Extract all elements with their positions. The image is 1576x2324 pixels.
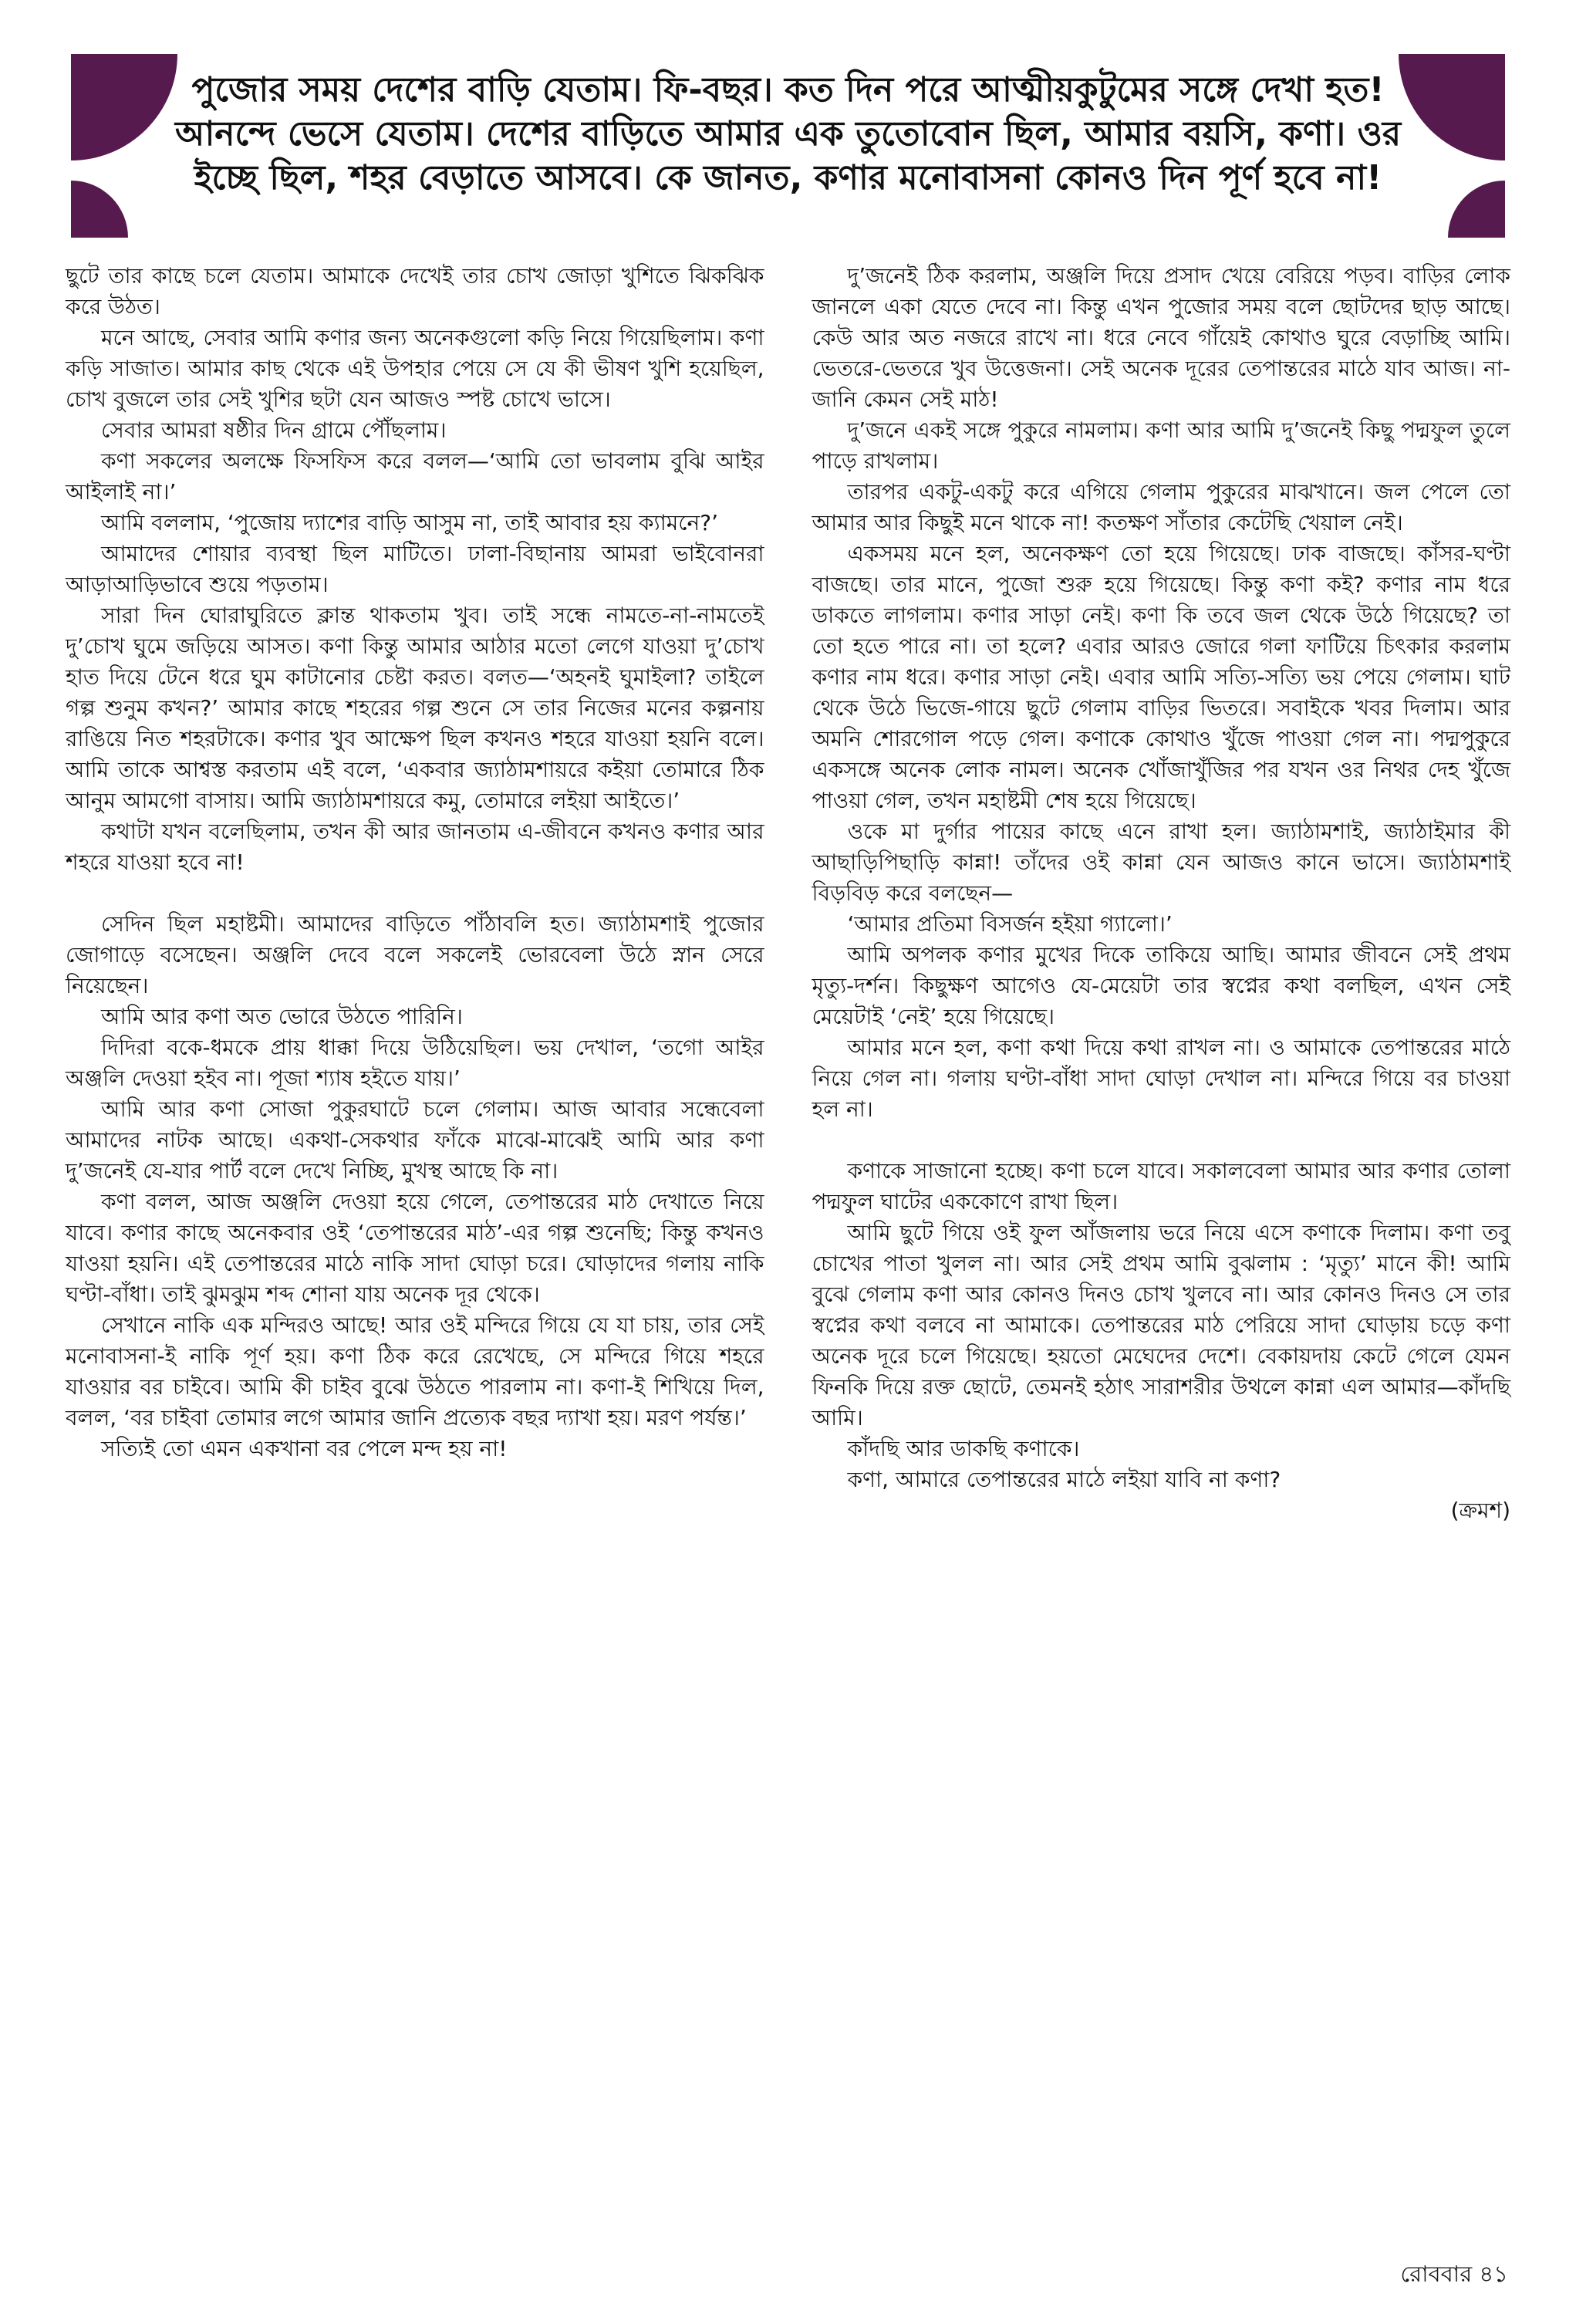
paragraph: কণা, আমারে তেপান্তরের মাঠে লইয়া যাবি না কণা?	[847, 1467, 1281, 1492]
paragraph: আমি আর কণা সোজা পুকুরঘাটে চলে গেলাম। আজ আবার সন্ধেবেলা আমাদের নাটক আছে। একথা-সেকথার ফাঁকে মাঝে-মাঝেই আমি আর কণা দু’জনেই যে-যার পার্ট বলে দেখে নিচ্ছি, মুখস্থ আছে কি না।	[66, 1096, 764, 1184]
paragraph: কণা বলল, আজ অঞ্জলি দেওয়া হয়ে গেলে, তেপান্তরের মাঠ দেখাতে নিয়ে যাবে। কণার কাছে অনেকবার ওই ‘তেপান্তরের মাঠ’-এর গল্প শুনেছি; কিন্তু কখনও যাওয়া হয়নি। এই তেপান্তরের মাঠে নাকি সাদা ঘোড়া চরে। ঘোড়াদের গলায় নাকি ঘণ্টা-বাঁধা। তাই ঝুমঝুম শব্দ শোনা যায় অনেক দূর থেকে।	[66, 1189, 764, 1307]
paragraph: আমি অপলক কণার মুখের দিকে তাকিয়ে আছি। আমার জীবনে সেই প্রথম মৃত্যু-দর্শন। কিছুক্ষণ আগেও যে-মেয়েটা তার স্বপ্নের কথা বলছিল, এখন সেই মেয়েটাই ‘নেই’ হয়ে গিয়েছে।	[812, 942, 1510, 1029]
paragraph: আমি ছুটে গিয়ে ওই ফুল আঁজলায় ভরে নিয়ে এসে কণাকে দিলাম। কণা তবু চোখের পাতা খুলল না। আর সেই প্রথম আমি বুঝলাম : ‘মৃত্যু’ মানে কী! আমি বুঝে গেলাম কণা আর কোনও দিনও চোখ খুলবে না। আর কোনও দিনও সে তার স্বপ্নের কথা বলবে না আমাকে। তেপান্তরের মাঠ পেরিয়ে সাদা ঘোড়ায় চড়ে কণা অনেক দূরে চলে গিয়েছে। হয়তো মেঘেদের দেশে। বেকায়দায় কেটে গেলে যেমন ফিনকি দিয়ে রক্ত ছোটে, তেমনই হঠাৎ সারাশরীর উথলে কান্না এল আমার—কাঁদছি আমি।	[812, 1220, 1510, 1431]
paragraph: আমি আর কণা অত ভোরে উঠতে পারিনি।	[101, 1004, 463, 1029]
paragraph: কণা সকলের অলক্ষে ফিসফিস করে বলল—‘আমি তো ভাবলাম বুঝি আইর আইলাই না।’	[66, 448, 764, 505]
paragraph: মনে আছে, সেবার আমি কণার জন্য অনেকগুলো কড়ি নিয়ে গিয়েছিলাম। কণা কড়ি সাজাত। আমার কাছ থেকে এই উপহার পেয়ে সে যে কী ভীষণ খুশি হয়েছিল, চোখ বুজলে তার সেই খুশির ছটা যেন আজও স্পষ্ট চোখে ভাসে।	[66, 325, 764, 412]
corner-bracket-top-left-icon	[71, 54, 177, 160]
paragraph: কণাকে সাজানো হচ্ছে। কণা চলে যাবে। সকালবেলা আমার আর কণার তোলা পদ্মফুল ঘাটের এককোণে রাখা ছিল।	[812, 1158, 1510, 1214]
paragraph: দু’জনে একই সঙ্গে পুকুরে নামলাম। কণা আর আমি দু’জনেই কিছু পদ্মফুল তুলে পাড়ে রাখলাম।	[812, 417, 1510, 474]
paragraph: আমি বললাম, ‘পুজোয় দ্যাশের বাড়ি আসুম না, তাই আবার হয় ক্যামনে?’	[101, 510, 718, 535]
paragraph: ওকে মা দুর্গার পায়ের কাছে এনে রাখা হল। জ্যাঠামশাই, জ্যাঠাইমার কী আছাড়িপিছাড়ি কান্না! তাঁদের ওই কান্না যেন আজও কানে ভাসে। জ্যাঠামশাই বিড়বিড় করে বলছেন—	[812, 819, 1510, 906]
paragraph: দিদিরা বকে-ধমকে প্রায় ধাক্কা দিয়ে উঠিয়েছিল। ভয় দেখাল, ‘তগো আইর অঞ্জলি দেওয়া হইব না। পূজা শ্যাষ হইতে যায়।’	[66, 1035, 764, 1091]
paragraph: ছুটে তার কাছে চলে যেতাম। আমাকে দেখেই তার চোখ জোড়া খুশিতে ঝিকঝিক করে উঠত।	[66, 263, 764, 319]
paragraph: দু’জনেই ঠিক করলাম, অঞ্জলি দিয়ে প্রসাদ খেয়ে বেরিয়ে পড়ব। বাড়ির লোক জানলে একা যেতে দেবে না। কিন্তু এখন পুজোর সময় বলে ছোটদের ছাড় আছে। কেউ আর অত নজরে রাখে না। ধরে নেবে গাঁয়েই কোথাও ঘুরে বেড়াচ্ছি আমি। ভেতরে-ভেতরে খুব উত্তেজনা। সেই অনেক দূরের তেপান্তরের মাঠে যাব আজ। না-জানি কেমন সেই মাঠ!	[812, 263, 1510, 412]
paragraph: (ক্রমশ)	[1450, 1498, 1510, 1523]
paragraph: আমাদের শোয়ার ব্যবস্থা ছিল মাটিতে। ঢালা-বিছানায় আমরা ভাইবোনরা আড়াআড়িভাবে শুয়ে পড়তাম।	[66, 541, 764, 597]
paragraph: তারপর একটু-একটু করে এগিয়ে গেলাম পুকুরের মাঝখানে। জল পেলে তো আমার আর কিছুই মনে থাকে না! কতক্ষণ সাঁতার কেটেছি খেয়াল নেই।	[812, 479, 1510, 535]
paragraph: কাঁদছি আর ডাকছি কণাকে।	[847, 1436, 1080, 1461]
right-column	[812, 261, 1511, 1526]
paragraph: আমার মনে হল, কণা কথা দিয়ে কথা রাখল না। ও আমাকে তেপান্তরের মাঠে নিয়ে গেল না। গলায় ঘণ্টা-বাঁধা সাদা ঘোড়া দেখাল না। মন্দিরে গিয়ে বর চাওয়া হল না।	[812, 1035, 1510, 1122]
paragraph: সেখানে নাকি এক মন্দিরও আছে! আর ওই মন্দিরে গিয়ে যে যা চায়, তার সেই মনোবাসনা-ই নাকি পূর্ণ হয়। কণা ঠিক করে রেখেছে, সে মন্দিরে গিয়ে শহরে যাওয়ার বর চাইবে। আমি কী চাইব বুঝে উঠতে পারলাম না। কণা-ই শিখিয়ে দিল, বলল, ‘বর চাইবা তোমার লগে আমার জানি প্রত্যেক বছর দ্যাখা হয়। মরণ পর্যন্ত।’	[66, 1312, 764, 1431]
page-footer: রোববার ৪১	[1400, 2261, 1508, 2287]
paragraph: সেদিন ছিল মহাষ্টমী। আমাদের বাড়িতে পাঁঠাবলি হত। জ্যাঠামশাই পুজোর জোগাড়ে বসেছেন। অঞ্জলি দেবে বলে সকলেই ভোরবেলা উঠে স্নান সেরে নিয়েছেন।	[66, 911, 764, 998]
corner-bracket-bottom-left-icon	[71, 181, 128, 238]
intro-block	[71, 54, 1505, 231]
corner-bracket-top-right-icon	[1399, 54, 1505, 160]
left-column	[66, 261, 764, 1526]
paragraph: সেবার আমরা ষষ্ঠীর দিন গ্রামে পৌঁছলাম।	[101, 417, 447, 443]
paragraph: সারা দিন ঘোরাঘুরিতে ক্লান্ত থাকতাম খুব। তাই সন্ধে নামতে-না-নামতেই দু’চোখ ঘুমে জড়িয়ে আসত। কণা কিন্তু আমার আঠার মতো লেগে যাওয়া দু’চোখ হাত দিয়ে টেনে ধরে ঘুম কাটানোর চেষ্টা করত। বলত—‘অহনই ঘুমাইলা? তাইলে গল্প শুনুম কখন?’ আমার কাছে শহরের গল্প শুনে সে তার নিজের মনের কল্পনায় রাঙিয়ে নিত শহরটাকে। কণার খুব আক্ষেপ ছিল কখনও শহরে যাওয়া হয়নি বলে। আমি তাকে আশ্বস্ত করতাম এই বলে, ‘একবার জ্যাঠামশায়রে কইয়া তোমারে ঠিক আনুম আমগো বাসায়। আমি জ্যাঠামশায়রে কমু, তোমারে লইয়া আইতে।’	[66, 603, 764, 813]
intro-text: পুজোর সময় দেশের বাড়ি যেতাম। ফি-বছর। কত দিন পরে আত্মীয়কুটুমের সঙ্গে দেখা হত! আনন্দে ভেসে যেতাম। দেশের বাড়িতে আমার এক তুতোবোন ছিল, আমার বয়সি, কণা। ওর ইচ্ছে ছিল, শহর বেড়াতে আসবে। কে জানত, কণার মনোবাসনা কোনও দিন পূর্ণ হবে না!	[174, 70, 1402, 198]
paragraph: একসময় মনে হল, অনেকক্ষণ তো হয়ে গিয়েছে। ঢাক বাজছে। কাঁসর-ঘণ্টা বাজছে। তার মানে, পুজো শুরু হয়ে গিয়েছে। কিন্তু কণা কই? কণার নাম ধরে ডাকতে লাগলাম। কণার সাড়া নেই। কণা কি তবে জল থেকে উঠে গিয়েছে? তা তো হতে পারে না। তা হলে? এবার আরও জোরে গলা ফাটিয়ে চিৎকার করলাম কণার নাম ধরে। কণার সাড়া নেই। এবার আমি সত্যি-সত্যি ভয় পেয়ে গেলাম। ঘাট থেকে উঠে ভিজে-গায়ে ছুটে গেলাম বাড়ির ভিতরে। সবাইকে খবর দিলাম। আর অমনি শোরগোল পড়ে গেল। কণাকে কোথাও খুঁজে পাওয়া গেল না। পদ্মপুকুরে একসঙ্গে অনেক লোক নামল। অনেক খোঁজাখুঁজির পর যখন ওর নিথর দেহ খুঁজে পাওয়া গেল, তখন মহাষ্টমী শেষ হয়ে গিয়েছে।	[812, 541, 1510, 813]
paragraph: কথাটা যখন বলেছিলাম, তখন কী আর জানতাম এ-জীবনে কখনও কণার আর শহরে যাওয়া হবে না!	[66, 819, 764, 875]
corner-bracket-bottom-right-icon	[1448, 181, 1505, 238]
paragraph: সত্যিই তো এমন একখানা বর পেলে মন্দ হয় না!	[101, 1436, 508, 1461]
article-body	[66, 261, 1510, 1526]
paragraph: ‘আমার প্রতিমা বিসর্জন হইয়া গ্যালো।’	[847, 911, 1173, 937]
